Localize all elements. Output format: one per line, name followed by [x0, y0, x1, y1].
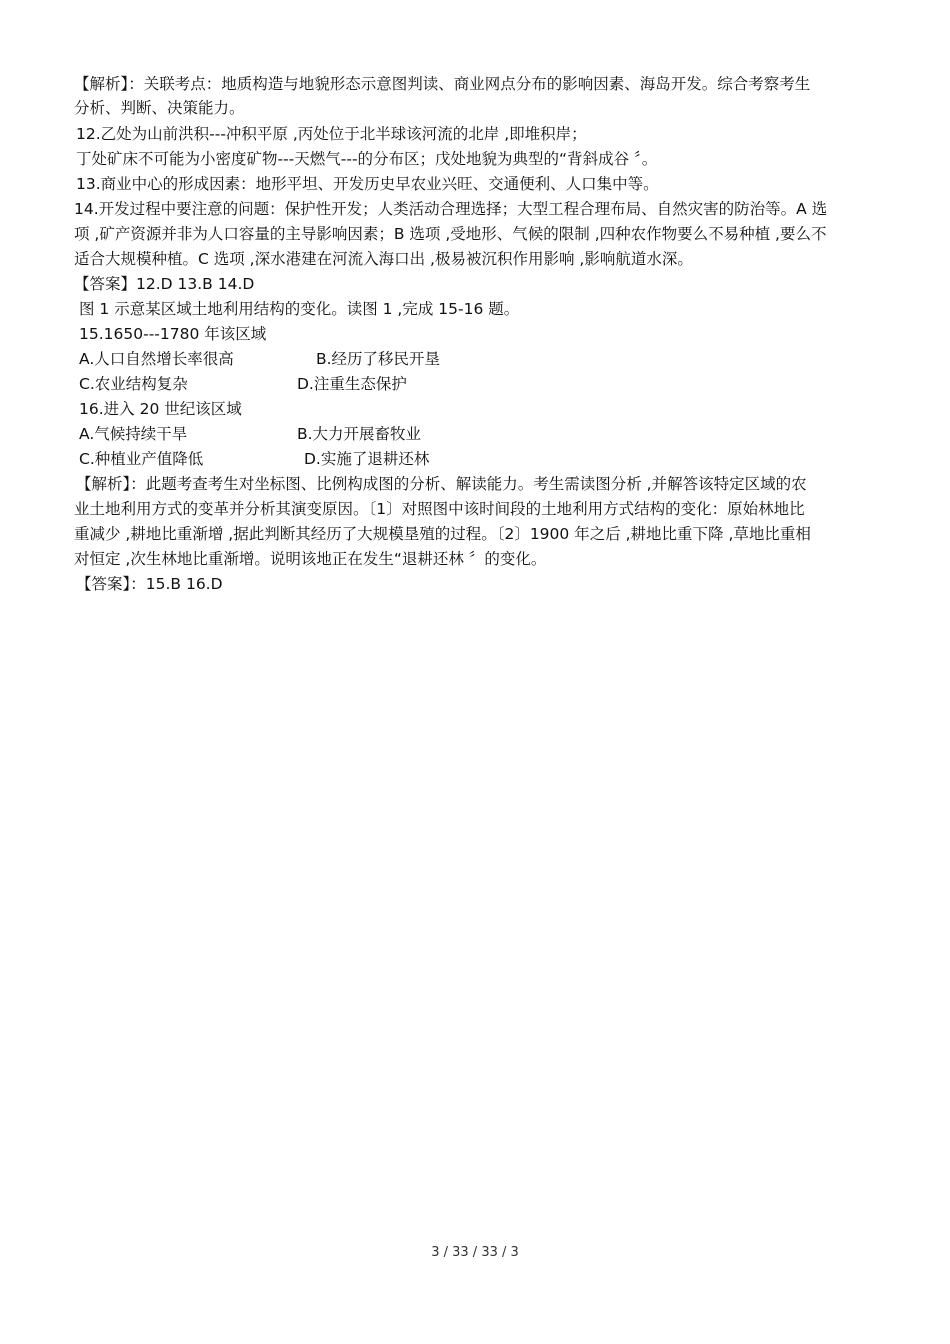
question-15-option-b: B.经历了移民开垦 [316, 350, 441, 368]
answer-2: 【答案】：15.B 16.D [76, 575, 223, 593]
analysis-2-line-1: 【解析】：此题考查考生对坐标图、比例构成图的分析、解读能力。考生需读图分析 ,并解答该特定区域的农 [76, 475, 807, 493]
question-15-option-a: A.人口自然增长率很高 [79, 350, 234, 368]
analysis-1-line-6: 14.开发过程中要注意的问题：保护性开发；人类活动合理选择；大型工程合理布局、自然灾害的防治等。A 选 [74, 200, 828, 218]
analysis-1-line-4: 丁处矿床不可能为小密度矿物---天燃气---的分布区；戊处地貌为典型的“背斜成谷 〞。 [76, 150, 658, 168]
analysis-1-line-5: 13.商业中心的形成因素：地形平坦、开发历史早农业兴旺、交通便利、人口集中等。 [76, 175, 659, 193]
question-16-option-a: A.气候持续干旱 [79, 425, 188, 443]
answer-1: 【答案】12.D 13.B 14.D [74, 275, 255, 293]
question-16-option-d: D.实施了退耕还林 [304, 450, 430, 468]
analysis-1-line-7: 项 ,矿产资源并非为人口容量的主导影响因素；B 选项 ,受地形、气候的限制 ,四种农作物要么不易种植 ,要么不 [74, 225, 827, 243]
question-16-stem: 16.进入 20 世纪该区域 [79, 400, 242, 418]
analysis-1-line-8: 适合大规模种植。C 选项 ,深水港建在河流入海口出 ,极易被沉积作用影响 ,影响航道水深。 [74, 250, 693, 268]
page-number-footer: 3 / 33 / 33 / 3 [431, 1245, 519, 1260]
analysis-2-line-3: 重减少 ,耕地比重渐增 ,据此判断其经历了大规模垦殖的过程。〔2〕1900 年之后 ,耕地比重下降 ,草地比重相 [74, 525, 811, 543]
question-16-option-c: C.种植业产值降低 [79, 450, 204, 468]
question-16-option-b: B.大力开展畜牧业 [297, 425, 422, 443]
analysis-1-line-3: 12.乙处为山前洪积---冲积平原 ,丙处位于北半球该河流的北岸 ,即堆积岸； [76, 125, 587, 143]
question-15-stem: 15.1650---1780 年该区域 [79, 325, 267, 343]
analysis-2-line-2: 业土地利用方式的变革并分析其演变原因。〔1〕对照图中该时间段的土地利用方式结构的变化：原始林地比 [74, 500, 805, 518]
figure-intro: 图 1 示意某区域土地利用结构的变化。读图 1 ,完成 15-16 题。 [79, 300, 520, 318]
question-15-option-d: D.注重生态保护 [297, 375, 407, 393]
analysis-2-line-4: 对恒定 ,次生林地比重渐增。说明该地正在发生“退耕还林 〞的变化。 [74, 550, 547, 568]
analysis-1-line-2: 分析、判断、决策能力。 [74, 99, 245, 117]
question-15-option-c: C.农业结构复杂 [79, 375, 188, 393]
analysis-1-line-1: 【解析】：关联考点：地质构造与地貌形态示意图判读、商业网点分布的影响因素、海岛开发。综合考察考生 [74, 75, 811, 93]
